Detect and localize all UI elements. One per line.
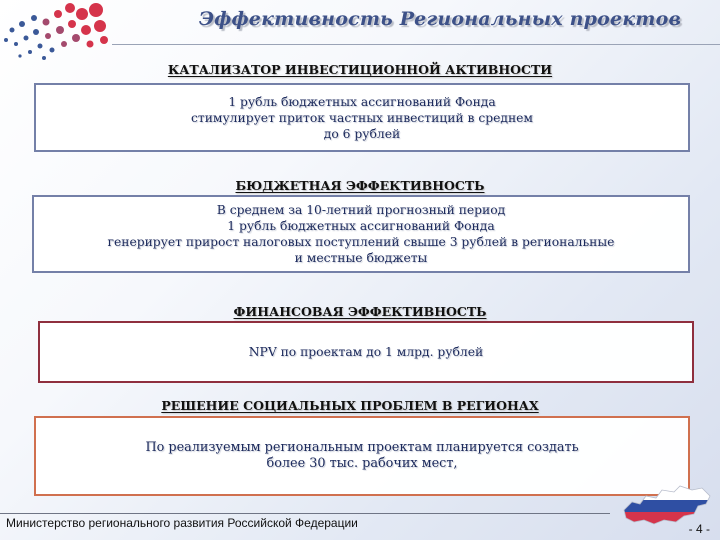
- social-line: более 30 тыс. рабочих мест,: [266, 456, 458, 471]
- section-heading-financial: ФИНАНСОВАЯ ЭФФЕКТИВНОСТЬ: [233, 304, 487, 319]
- budget-text: [108, 202, 615, 266]
- catalyst-line: стимулирует приток частных инвестиций в среднем: [191, 110, 533, 125]
- ministry-logo-icon: [0, 0, 112, 70]
- catalyst-text: [191, 94, 533, 142]
- section-heading-catalyst: КАТАЛИЗАТОР ИНВЕСТИЦИОННОЙ АКТИВНОСТИ: [167, 62, 553, 77]
- financial-line: NPV по проектам до 1 млрд. рублей: [248, 345, 484, 359]
- budget-line: и местные бюджеты: [294, 251, 428, 265]
- russia-flag-map-icon: [618, 480, 714, 530]
- financial-text: [249, 344, 483, 360]
- social-text: [145, 440, 578, 472]
- budget-line: 1 рубль бюджетных ассигнований Фонда: [227, 219, 495, 233]
- section-heading-social: РЕШЕНИЕ СОЦИАЛЬНЫХ ПРОБЛЕМ В РЕГИОНАХ: [161, 398, 539, 413]
- section-heading-budget: БЮДЖЕТНАЯ ЭФФЕКТИВНОСТЬ: [235, 178, 485, 193]
- page-number: - 4 -: [688, 522, 710, 536]
- ministry-footer: Министерство регионального развития Российской Федерации: [6, 516, 358, 530]
- social-line: По реализуемым региональным проектам планируется создать: [145, 440, 579, 455]
- page-title: Эффективность Региональных проектов: [198, 8, 682, 30]
- catalyst-line: 1 рубль бюджетных ассигнований Фонда: [228, 94, 496, 109]
- footer-divider: [0, 513, 610, 514]
- catalyst-line: до 6 рублей: [323, 126, 401, 141]
- budget-line: В среднем за 10-летний прогнозный период: [216, 203, 506, 217]
- social-box: [34, 416, 690, 496]
- budget-box: [32, 195, 690, 273]
- catalyst-box: [34, 83, 690, 152]
- budget-line: генерирует прирост налоговых поступлений свыше 3 рублей в региональные: [107, 235, 615, 249]
- header-divider: [112, 44, 720, 45]
- financial-box: [38, 321, 694, 383]
